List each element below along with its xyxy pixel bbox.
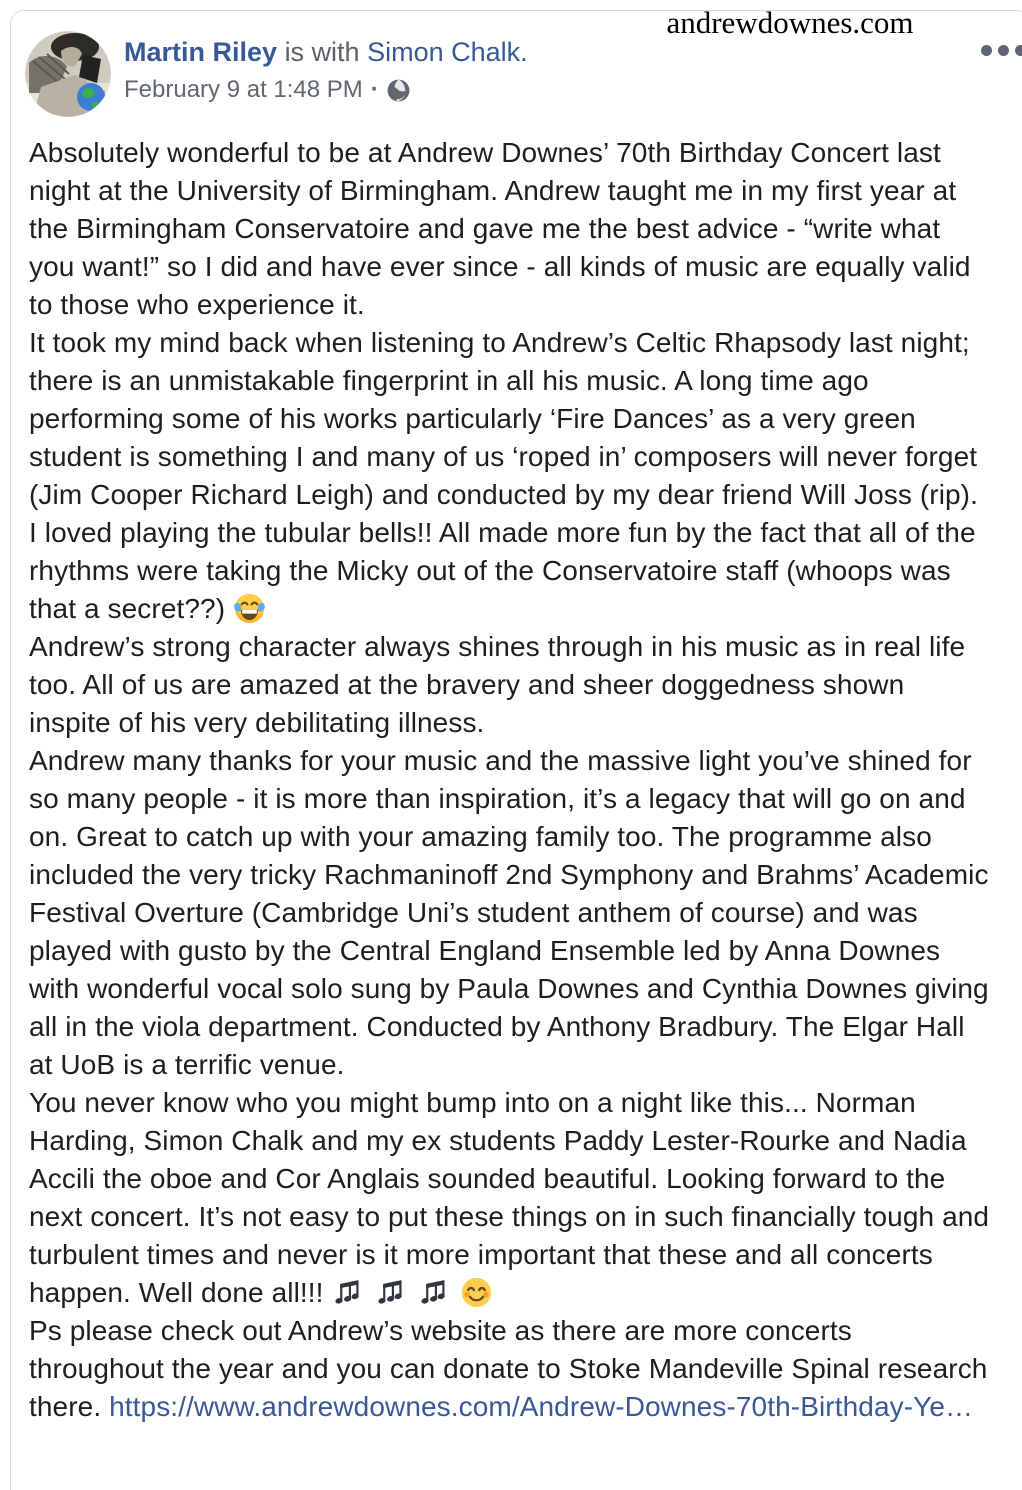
- ellipsis-icon: [981, 45, 992, 56]
- joy-emoji: [234, 593, 265, 624]
- post-menu-button[interactable]: [977, 41, 1022, 60]
- site-watermark: andrewdownes.com: [666, 5, 914, 40]
- tagged-person-link[interactable]: Simon Chalk.: [367, 37, 528, 67]
- post-paragraph: You never know who you might bump into on a night like this... Norman Harding, Simon Chalk and my ex students Paddy Lester-Rourke and Nadia Accili the oboe and Cor Anglais sounded beautiful. Looking forward to the next concert. It’s not easy to put these things on in such financially tough and turbulent times and never is it more important that these and all concerts happen. Well done all!!!: [29, 1087, 990, 1308]
- post-card: [10, 10, 1022, 1490]
- meta-separator: ·: [370, 76, 379, 103]
- musical-notes-emoji: [375, 1278, 408, 1308]
- avatar[interactable]: [25, 31, 111, 117]
- musical-notes-emoji: [418, 1278, 451, 1308]
- globe-public-icon: [387, 79, 410, 102]
- post-paragraph: It took my mind back when listening to Andrew’s Celtic Rhapsody last night; there is an unmistakable fingerprint in all his music. A long time ago performing some of his works particularly ‘Fire Dances’ as a very green student is something I and many of us ‘roped in’ composers will never forget (Jim Cooper Richard Leigh) and conducted by my dear friend Will Joss (rip). I loved playing the tubular bells!! All made more fun by the fact that all of the rhythms were taking the Micky out of the Conservatoire staff (whoops was that a secret??): [29, 327, 978, 624]
- post-paragraph: Ps please check out Andrew’s website as there are more concerts throughout the year and you can donate to Stoke Mandeville Spinal research there. https://www.andrewdownes.com/Andrew-Downes-70th-Birthday-Ye…: [29, 1315, 988, 1422]
- post-paragraph: Absolutely wonderful to be at Andrew Downes’ 70th Birthday Concert last night at the University of Birmingham. Andrew taught me in my first year at the Birmingham Conservatoire and gave me the best advice - “write what you want!” so I did and have ever since - all kinds of music are equally valid to those who experience it.: [29, 137, 971, 320]
- post-meta: [124, 76, 528, 104]
- post-byline: [124, 36, 528, 69]
- post-body: [29, 134, 993, 1426]
- avatar-photo: [25, 31, 111, 117]
- musical-notes-emoji: [332, 1278, 365, 1308]
- byline-connector: is with: [284, 37, 360, 67]
- timestamp-link[interactable]: February 9 at 1:48 PM: [124, 76, 363, 103]
- smile-emoji: [461, 1277, 492, 1308]
- post-paragraph: Andrew’s strong character always shines through in his music as in real life too. All of us are amazed at the bravery and sheer doggedness shown inspite of his very debilitating illness.: [29, 631, 966, 738]
- post-header-text: [124, 36, 528, 104]
- author-link[interactable]: Martin Riley: [124, 37, 278, 67]
- post-paragraph: Andrew many thanks for your music and the massive light you’ve shined for so many people - it is more than inspiration, it’s a legacy that will go on and on. Great to catch up with your amazing family too. The programme also included the very tricky Rachmaninoff 2nd Symphony and Brahms’ Academic Festival Overture (Cambridge Uni’s student anthem of course) and was played with gusto by the Central England Ensemble led by Anna Downes with wonderful vocal solo sung by Paula Downes and Cynthia Downes giving all in the viola department. Conducted by Anthony Bradbury. The Elgar Hall at UoB is a terrific venue.: [29, 745, 989, 1080]
- post-link[interactable]: https://www.andrewdownes.com/Andrew-Downes-70th-Birthday-Ye…: [109, 1391, 974, 1422]
